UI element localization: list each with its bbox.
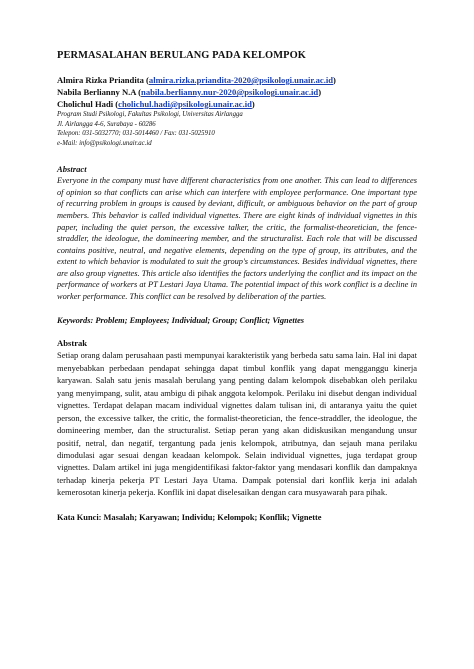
- author-name: Nabila Berlianny N.A: [57, 87, 137, 97]
- paper-title: PERMASALAHAN BERULANG PADA KELOMPOK: [57, 50, 306, 61]
- abstrak-text: Setiap orang dalam perusahaan pasti mempunyai karakteristik yang berbeda satu sama lain. Hal ini dapat menyebabkan perbedaan pendapat sehingga dapat timbul konflik yang dapat mengganggu kinerja karyawan. Salah satu jenis masalah berulang yang penting dalam kelompok disebabkan oleh perilaku yang menyimpang, sulit, atau ambigu di pihak anggota kelompok. Perilaku ini disebut dengan individual vignettes. Terdapat delapan macam individual vignettes dalam tulisan ini, di antaranya yaitu the quiet person, the excessive talker, the critic, the formalist-theoretician, the fence-straddler, the ideologue, the domineering member, dan the structuralist. Setiap peran yang akan didiskusikan mengandung unsur positif, netral, dan negatif, tergantung pada jenis kelompok, atributnya, dan sejauh mana perilaku dimodulasi agar sesuai dengan keadaan kelompok. Selain individual vignettes, juga terdapat group vignettes. Dalam artikel ini juga mengidentifikasi faktor-faktor yang mendasari konflik dan dampaknya terhadap kinerja pekerja PT Lestari Jaya Utama. Dampak potensial dari konflik kerja ini adalah kemerosotan kinerja pekerja. Konflik ini dapat diselesaikan dengan cara musyawarah para pihak.: [57, 350, 417, 498]
- author-name: Almira Rizka Priandita: [57, 75, 144, 85]
- abstract-heading: Abstract: [57, 164, 87, 175]
- author-email-link[interactable]: nabila.berlianny.nur-2020@psikologi.unair.ac.id: [141, 87, 319, 97]
- affiliation-line: Telepon: 031-5032770; 031-5014460 / Fax: 031-5025910: [57, 130, 215, 138]
- author-2: Nabila Berlianny N.A (nabila.berlianny.nur-2020@psikologi.unair.ac.id): [57, 87, 322, 97]
- abstract-text: Everyone in the company must have different characteristics from one another. This can lead to differences of opinion so that conflicts can arise which can interfere with employee performance. One important type of recurring problem in groups is caused by deviant, difficult, or ambiguous behavior on the part of group members. This behavior is called individual vignettes. There are eight kinds of individual vignettes in this paper, including the quiet person, the excessive talker, the critic, the formalist-theoretician, the fence-straddler, the ideologue, the domineering member, and the structuralist. Each role that will be discussed contains positive, neutral, and negative elements, depending on the type of group, its attributes, and the extent to which behavior is modulated to suit the group's circumstances. Besides individual vignettes, there are also group vignettes. This article also identifies the factors underlying the conflict and its impact on the performance of workers at PT Lestari Jaya Utama. The potential impact of this work conflict is a decline in worker performance. This conflict can be resolved by deliberation of the parties.: [57, 176, 417, 301]
- author-name: Cholichul Hadi: [57, 99, 114, 109]
- author-email-link[interactable]: cholichul.hadi@psikologi.unair.ac.id: [118, 99, 252, 109]
- abstrak-heading: Abstrak: [57, 338, 88, 349]
- kata-kunci-line: Kata Kunci: Masalah; Karyawan; Individu; Kelompok; Konflik; Vignette: [57, 512, 322, 522]
- author-1: Almira Rizka Priandita (almira.rizka.priandita-2020@psikologi.unair.ac.id): [57, 75, 336, 85]
- author-email-link[interactable]: almira.rizka.priandita-2020@psikologi.unair.ac.id: [148, 75, 334, 85]
- affiliation-line: Program Studi Psikologi, Fakultas Psikologi, Universitas Airlangga: [57, 111, 243, 118]
- author-3: Cholichul Hadi (cholichul.hadi@psikologi.unair.ac.id): [57, 99, 255, 109]
- affiliation-line: Jl. Airlangga 4-6, Surabaya - 60286: [57, 120, 156, 128]
- keywords-line: Keywords: Problem; Employees; Individual; Group; Conflict; Vignettes: [57, 316, 305, 326]
- affiliation-block: [57, 110, 417, 148]
- affiliation-line: e-Mail: info@psikologi.unair.ac.id: [57, 139, 152, 147]
